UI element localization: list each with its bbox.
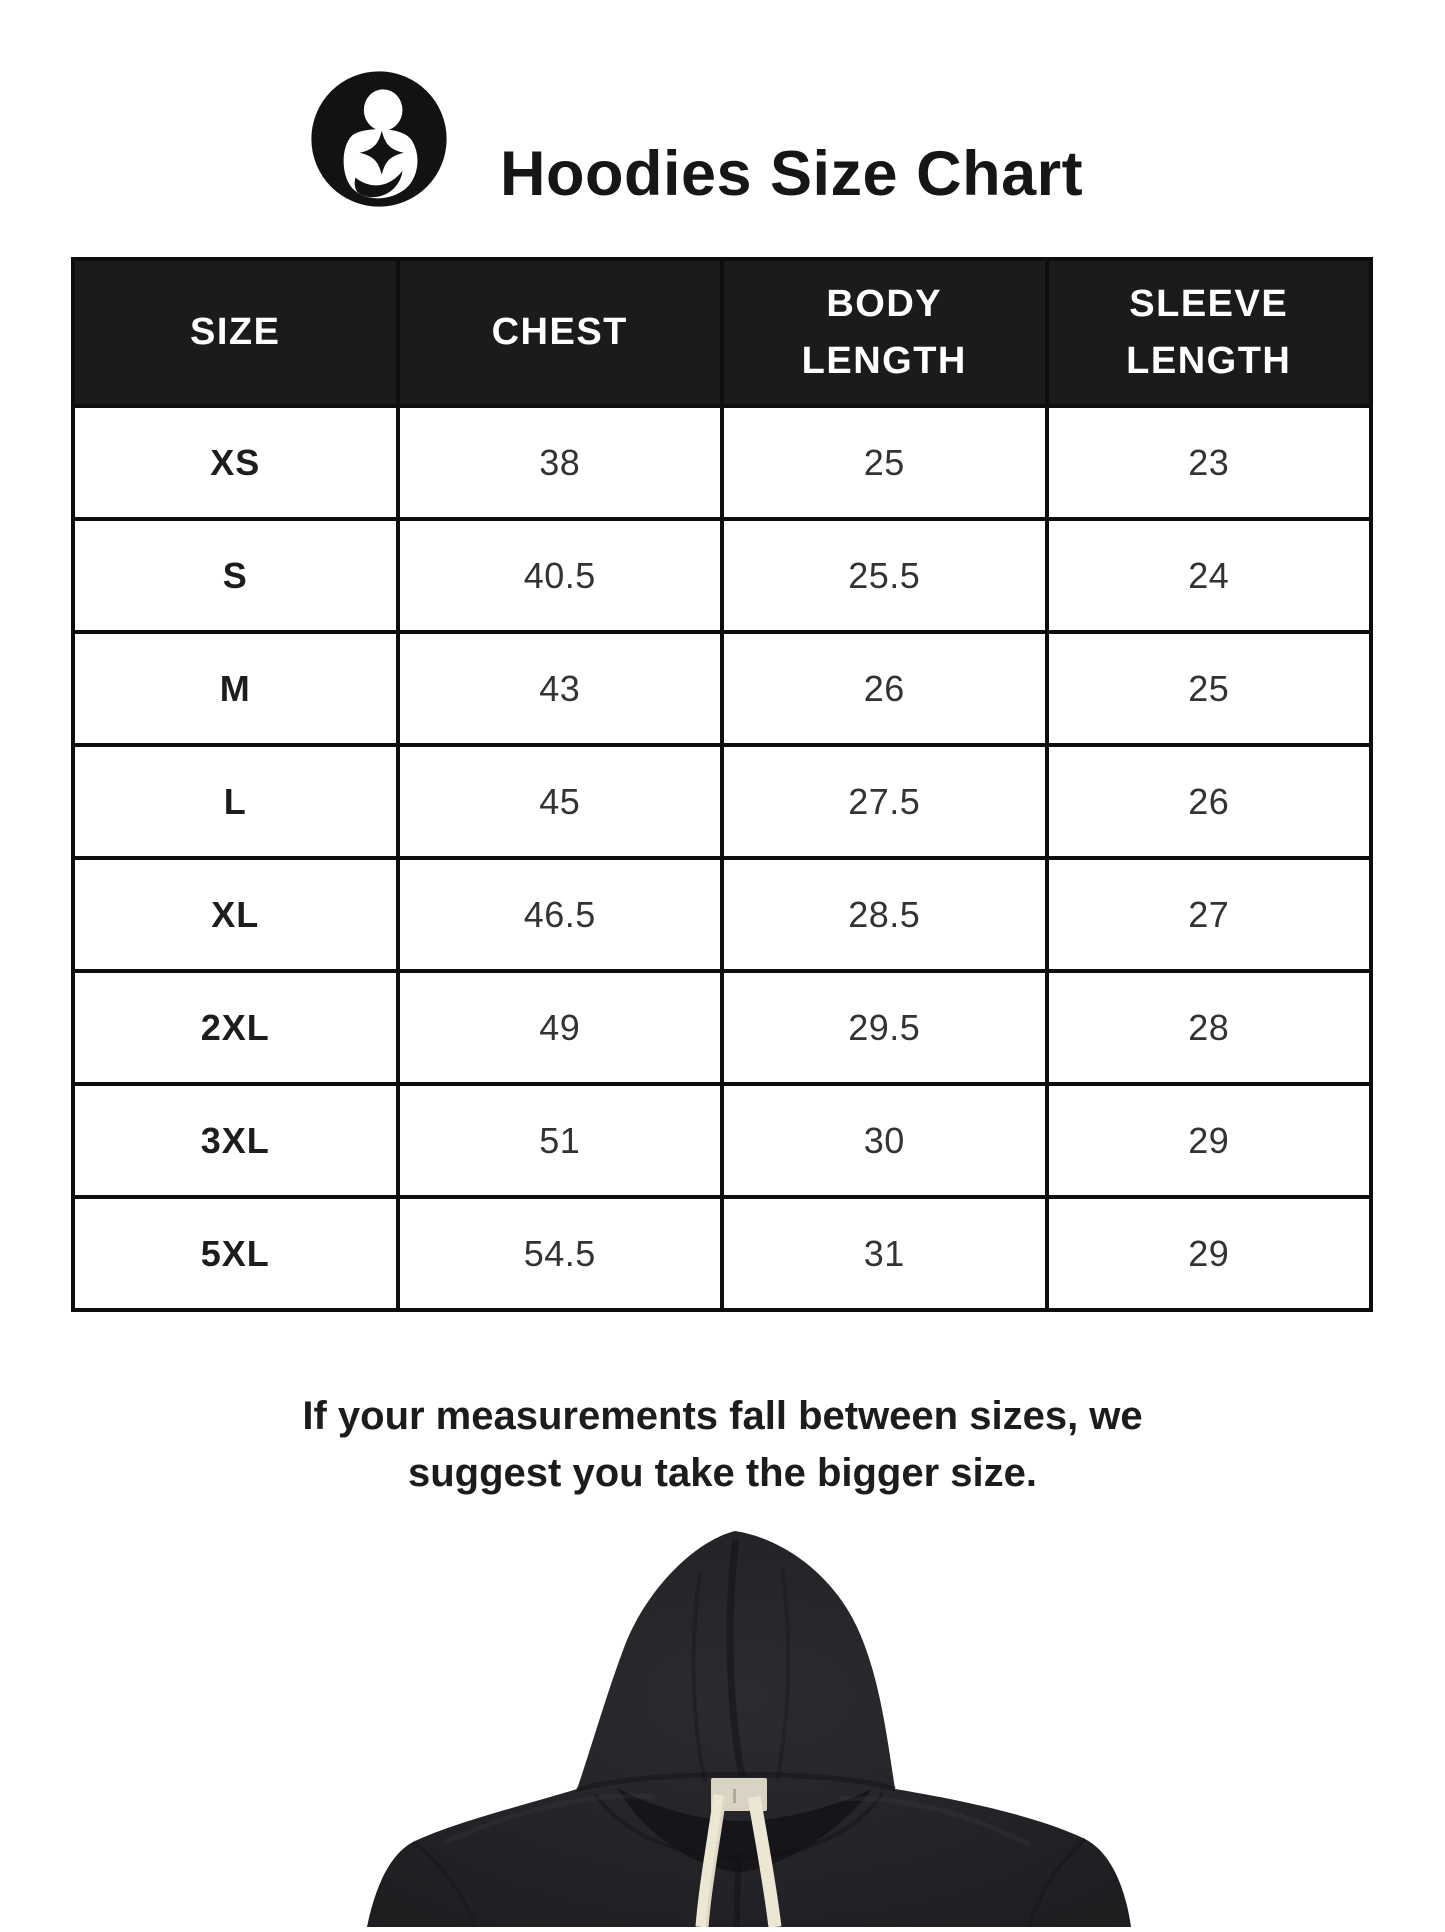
sleeve-length-cell: 26	[1047, 745, 1372, 858]
sleeve-length-cell: 27	[1047, 858, 1372, 971]
column-header-body-length: BODY LENGTH	[722, 259, 1047, 406]
table-row	[73, 519, 1371, 632]
table-row	[73, 745, 1371, 858]
column-header-chest: CHEST	[398, 259, 723, 406]
page-title: Hoodies Size Chart	[500, 139, 1084, 210]
mother-baby-logo-icon	[310, 70, 448, 208]
body-length-cell: 26	[722, 632, 1047, 745]
chest-cell: 45	[398, 745, 723, 858]
placket-shadow	[737, 1853, 738, 1927]
table-row	[73, 1084, 1371, 1197]
table-row	[73, 406, 1371, 519]
size-cell: 3XL	[73, 1084, 398, 1197]
sleeve-length-cell: 28	[1047, 971, 1372, 1084]
chest-cell: 43	[398, 632, 723, 745]
body-length-cell: 28.5	[722, 858, 1047, 971]
sleeve-length-cell: 29	[1047, 1197, 1372, 1310]
sizing-note	[0, 1388, 1445, 1502]
sleeve-length-cell: 23	[1047, 406, 1372, 519]
chest-cell: 54.5	[398, 1197, 723, 1310]
sizing-note-line-2: suggest you take the bigger size.	[407, 1451, 1038, 1495]
body-length-cell: 25.5	[722, 519, 1047, 632]
size-cell: S	[73, 519, 398, 632]
size-cell: XS	[73, 406, 398, 519]
body-length-cell: 30	[722, 1084, 1047, 1197]
chest-cell: 40.5	[398, 519, 723, 632]
hoodie-product-image	[295, 1527, 1175, 1927]
body-length-cell: 27.5	[722, 745, 1047, 858]
chest-cell: 38	[398, 406, 723, 519]
size-chart-table	[71, 257, 1373, 1312]
table-row	[73, 1197, 1371, 1310]
table-header-row	[73, 259, 1371, 406]
size-cell: XL	[73, 858, 398, 971]
size-cell: 2XL	[73, 971, 398, 1084]
hoodie-photo-illustration	[295, 1527, 1175, 1927]
size-cell: 5XL	[73, 1197, 398, 1310]
table-row	[73, 971, 1371, 1084]
size-cell: M	[73, 632, 398, 745]
neck-label-print	[733, 1789, 736, 1803]
table-row	[73, 858, 1371, 971]
table-row	[73, 632, 1371, 745]
sizing-note-line-1: If your measurements fall between sizes, we	[302, 1394, 1143, 1438]
chest-cell: 49	[398, 971, 723, 1084]
size-cell: L	[73, 745, 398, 858]
sleeve-length-cell: 24	[1047, 519, 1372, 632]
body-length-cell: 29.5	[722, 971, 1047, 1084]
column-header-sleeve-length: SLEEVE LENGTH	[1047, 259, 1372, 406]
chest-cell: 46.5	[398, 858, 723, 971]
column-header-size: SIZE	[73, 259, 398, 406]
body-length-cell: 25	[722, 406, 1047, 519]
brand-logo	[310, 70, 448, 208]
sleeve-length-cell: 29	[1047, 1084, 1372, 1197]
sleeve-length-cell: 25	[1047, 632, 1372, 745]
chest-cell: 51	[398, 1084, 723, 1197]
body-length-cell: 31	[722, 1197, 1047, 1310]
